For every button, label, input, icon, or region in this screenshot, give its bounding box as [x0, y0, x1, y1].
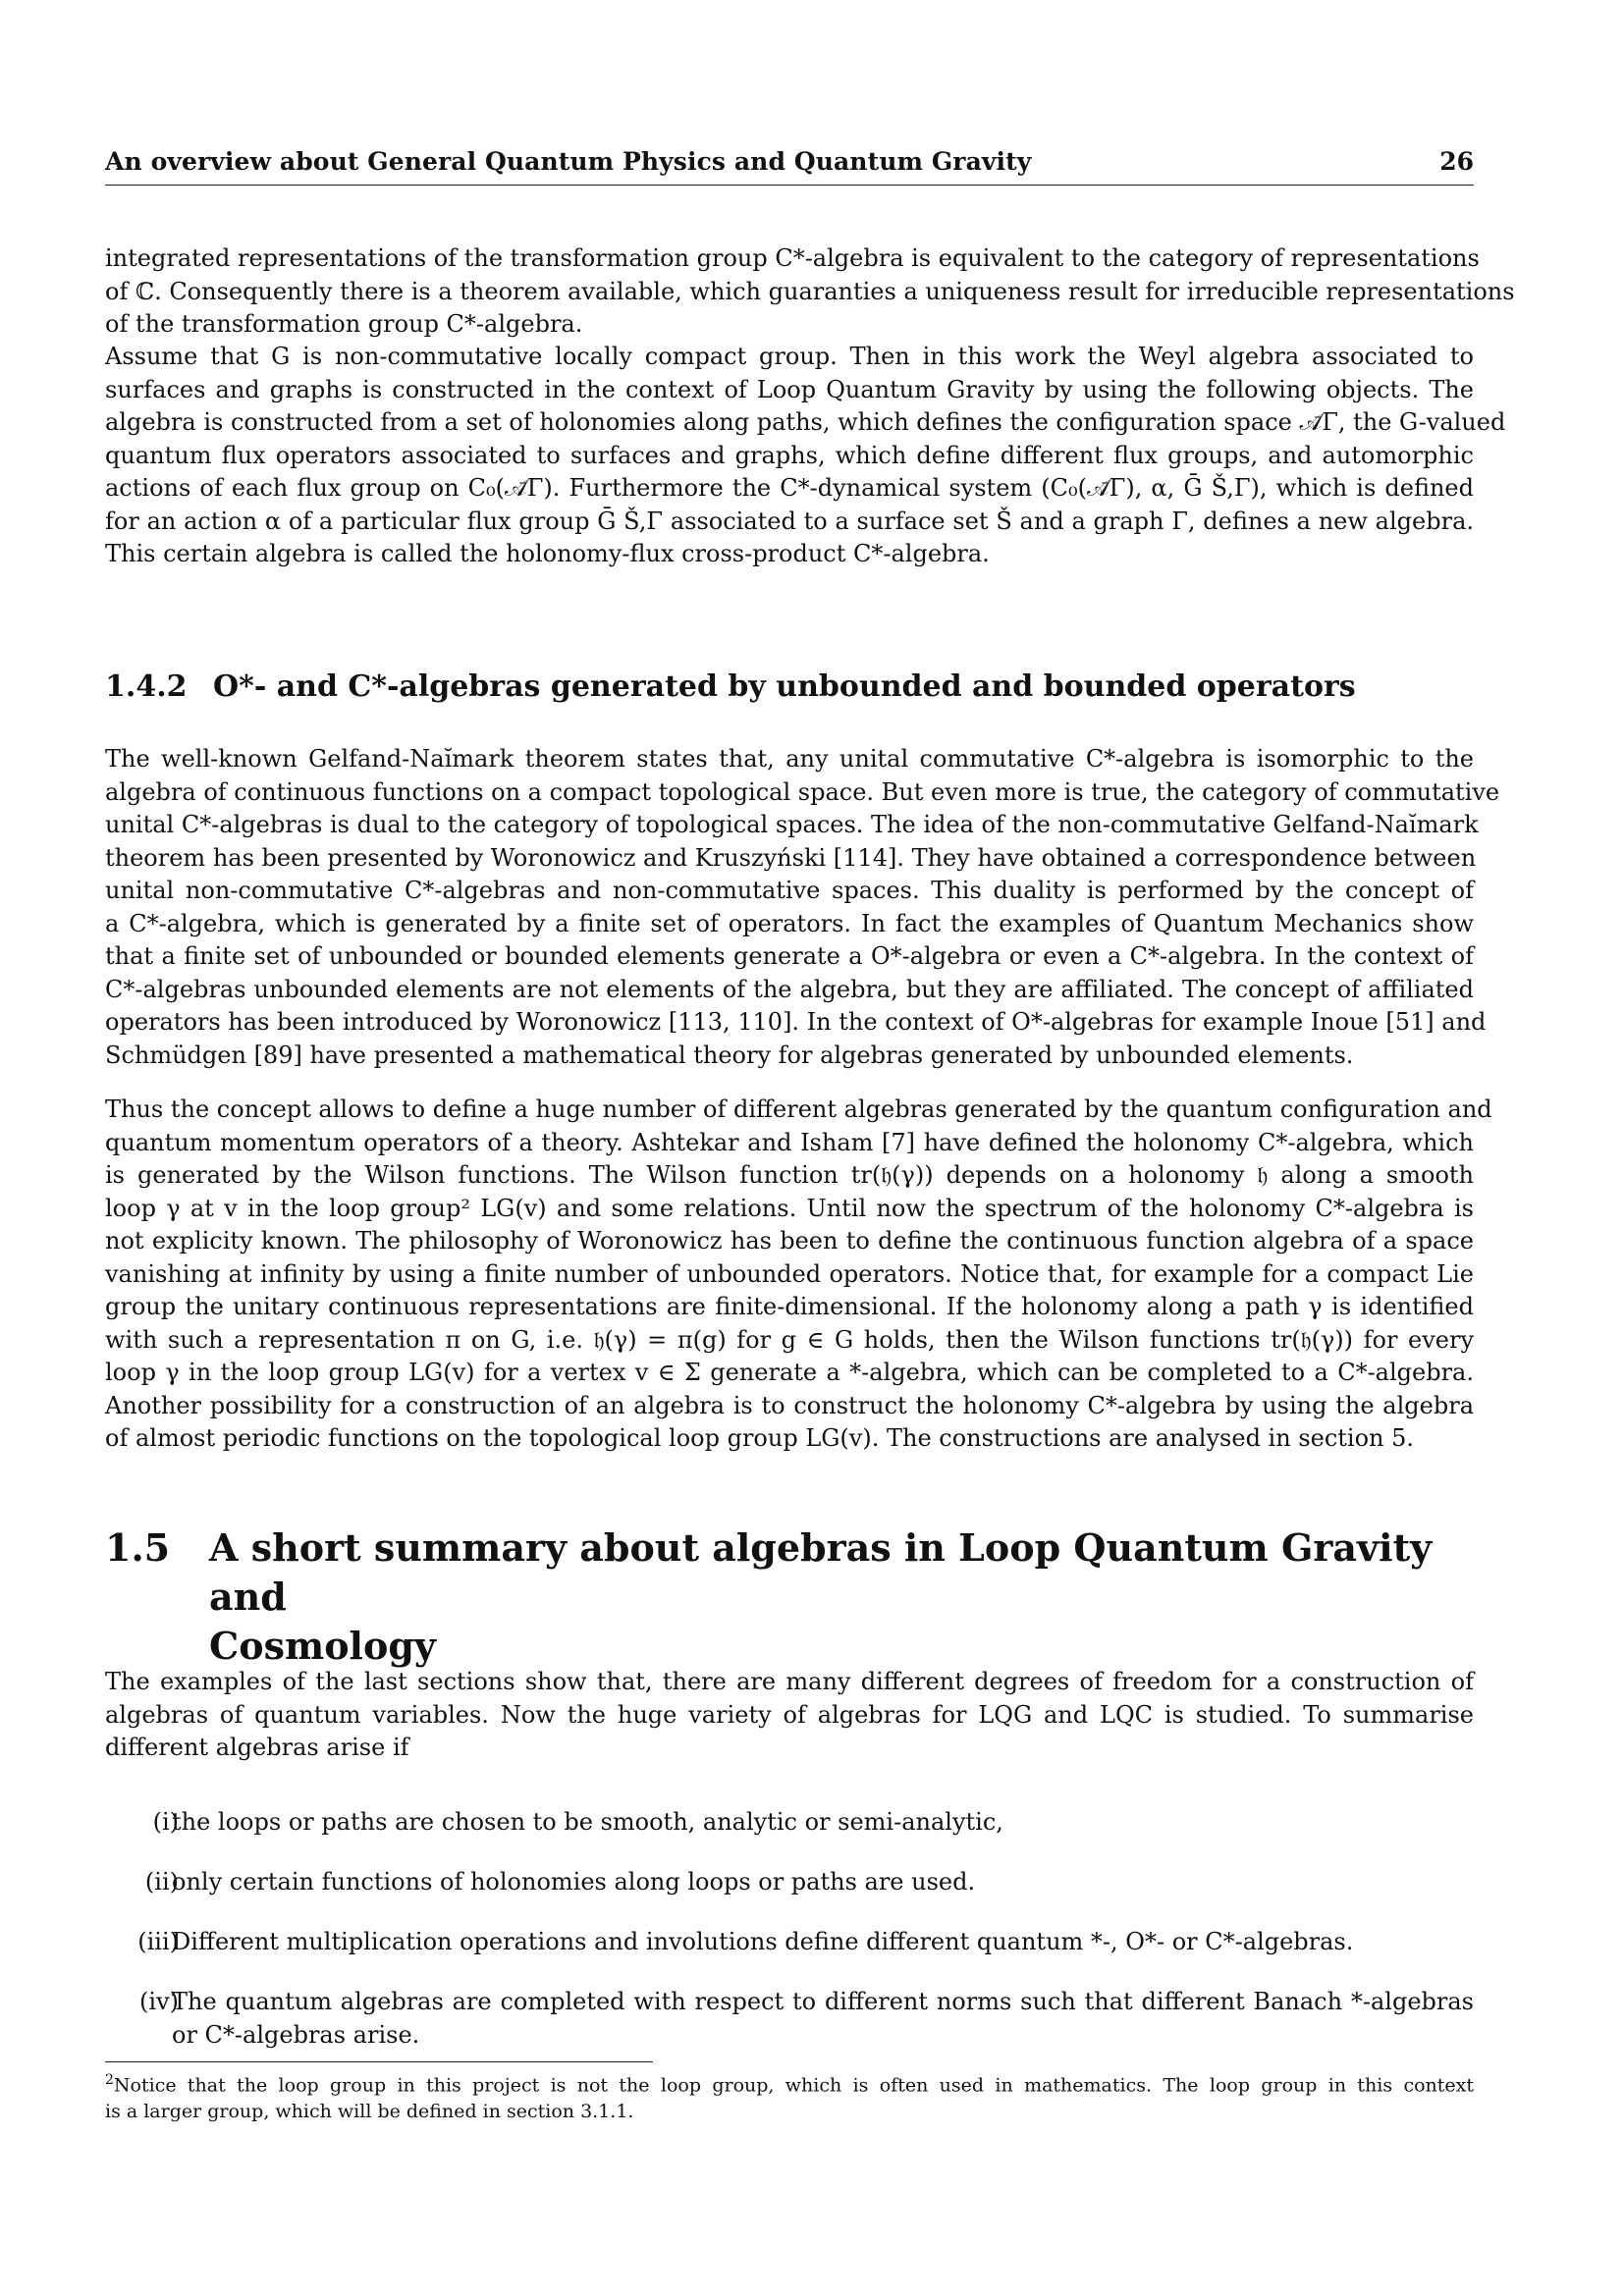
footnote-mark: 2: [105, 2072, 114, 2088]
header-title: An overview about General Quantum Physics and Quantum Gravity: [105, 147, 1032, 176]
text-line: for an action α of a particular flux group Ḡ Š,Γ associated to a surface set Š and a graph Γ, defines a new algebra.: [105, 507, 1474, 535]
text-line: unital C*-algebras is dual to the category of topological spaces. The idea of the non-commutative Gelfand-Naĭmark: [105, 811, 1479, 838]
text-line: group the unitary continuous representations are finite-dimensional. If the holonomy along a path γ is identified: [105, 1293, 1474, 1320]
paragraph-4: [105, 1094, 1492, 1456]
text-line: algebra is constructed from a set of holonomies along paths, which defines the configuration space 𝒜̄Γ, the G-valued: [105, 408, 1506, 436]
text-line: loop γ at v in the loop group² LG(v) and some relations. Until now the spectrum of the holonomy C*-algebra is: [105, 1194, 1474, 1222]
text-line: different algebras arise if: [105, 1734, 409, 1761]
section-title-line: A short summary about algebras in Loop Quantum Gravity and: [209, 1525, 1433, 1619]
text-line: loop γ in the loop group LG(v) for a vertex v ∈ Σ generate a *-algebra, which can be completed to a C*-algebra.: [105, 1359, 1474, 1386]
text-line: Thus the concept allows to define a huge number of different algebras generated by the quantum configuration and: [105, 1095, 1492, 1123]
text-line: of ℂ. Consequently there is a theorem available, which guaranties a uniqueness result for irreducible representations: [105, 277, 1515, 305]
footnote: [105, 2067, 1474, 2125]
list-item-text: the loops or paths are chosen to be smooth, analytic or semi-analytic,: [172, 1808, 1003, 1836]
paragraph-2: [105, 341, 1506, 571]
page-number: 26: [1439, 147, 1474, 176]
list-item-text: Different multiplication operations and involutions define different quantum *-, O*- or C*-algebras.: [172, 1928, 1354, 1955]
paragraph-1: [105, 242, 1515, 342]
text-line: unital non-commutative C*-algebras and non-commutative spaces. This duality is performed by the concept of: [105, 877, 1474, 904]
text-line: operators has been introduced by Woronowicz [113, 110]. In the context of O*-algebras for example Inoue [51] and: [105, 1008, 1487, 1036]
list-item-text: or C*-algebras arise.: [172, 2020, 420, 2049]
subsection-heading: [105, 669, 1356, 704]
section-title-line: Cosmology: [209, 1624, 436, 1668]
text-line: Another possibility for a construction of an algebra is to construct the holonomy C*-algebra by using the algebra: [105, 1391, 1474, 1419]
list-item-label: (ii): [144, 1868, 179, 1896]
list-item-text: only certain functions of holonomies along loops or paths are used.: [172, 1868, 976, 1896]
list-item-text: The quantum algebras are completed with respect to different norms such that different Banach *-algebras: [172, 1988, 1474, 2015]
footnote-text: Notice that the loop group in this project is not the loop group, which is often used in mathematics. The loop group in this context: [113, 2074, 1474, 2097]
text-line: actions of each flux group on C₀(𝒜̄Γ). Furthermore the C*-dynamical system (C₀(𝒜̄Γ), α, Ḡ Š,Γ), which is defined: [105, 474, 1474, 502]
text-line: quantum flux operators associated to surfaces and graphs, which define different flux groups, and automorphic: [105, 441, 1474, 469]
text-line: This certain algebra is called the holonomy-flux cross-product C*-algebra.: [105, 540, 990, 567]
text-line: C*-algebras unbounded elements are not elements of the algebra, but they are affiliated. The concept of affiliated: [105, 975, 1474, 1003]
text-line: surfaces and graphs is constructed in the context of Loop Quantum Gravity by using the following objects. The: [105, 375, 1474, 403]
footnote-rule: [105, 2061, 653, 2062]
text-line: that a finite set of unbounded or bounded elements generate a O*-algebra or even a C*-algebra. In the context of: [105, 942, 1474, 970]
list-item-label: (iii): [137, 1928, 179, 1955]
text-line: integrated representations of the transformation group C*-algebra is equivalent to the category of representations: [105, 244, 1480, 272]
section-title: [209, 1523, 1474, 1671]
text-line: quantum momentum operators of a theory. Ashtekar and Isham [7] have defined the holonomy C*-algebra, which: [105, 1128, 1474, 1156]
text-line: The well-known Gelfand-Naĭmark theorem states that, any unital commutative C*-algebra is isomorphic to the: [105, 745, 1474, 773]
paragraph-3: [105, 743, 1500, 1072]
text-line: algebra of continuous functions on a compact topological space. But even more is true, the category of commutative: [105, 777, 1500, 806]
text-line: algebras of quantum variables. Now the huge variety of algebras for LQG and LQC is studied. To summarise: [105, 1700, 1474, 1729]
running-header: [105, 147, 1474, 186]
text-line: is generated by the Wilson functions. The Wilson function tr(𝔥(γ)) depends on a holonomy 𝔥 along a smooth: [105, 1161, 1474, 1189]
text-line: theorem has been presented by Woronowicz and Kruszyński [114]. They have obtained a correspondence between: [105, 843, 1477, 872]
section-number: 1.5: [105, 1525, 171, 1570]
subsection-number: 1.4.2: [105, 669, 188, 704]
text-line: Assume that G is non-commutative locally compact group. Then in this work the Weyl algebra associated to: [105, 343, 1474, 370]
list-item-label: (iv): [139, 1988, 179, 2015]
footnote-text: is a larger group, which will be defined in section 3.1.1.: [105, 2101, 634, 2123]
text-line: The examples of the last sections show that, there are many different degrees of freedom for a construction of: [105, 1668, 1474, 1695]
text-line: of the transformation group C*-algebra.: [105, 310, 583, 338]
subsection-title: O*- and C*-algebras generated by unbounded and bounded operators: [213, 669, 1356, 704]
text-line: vanishing at infinity by using a finite number of unbounded operators. Notice that, for example for a compact Lie: [105, 1259, 1474, 1288]
text-line: a C*-algebra, which is generated by a finite set of operators. In fact the examples of Quantum Mechanics show: [105, 909, 1474, 937]
paragraph-5: [105, 1666, 1474, 1765]
text-line: not explicity known. The philosophy of Woronowicz has been to define the continuous function algebra of a space: [105, 1227, 1474, 1255]
text-line: Schmüdgen [89] have presented a mathematical theory for algebras generated by unbounded elements.: [105, 1041, 1354, 1069]
text-line: of almost periodic functions on the topological loop group LG(v). The constructions are analysed in section 5.: [105, 1424, 1415, 1452]
text-line: with such a representation π on G, i.e. 𝔥(γ) = π(g) for g ∈ G holds, then the Wilson functions tr(𝔥(γ)) for every: [105, 1325, 1474, 1354]
list-item-label: (i): [152, 1808, 179, 1836]
